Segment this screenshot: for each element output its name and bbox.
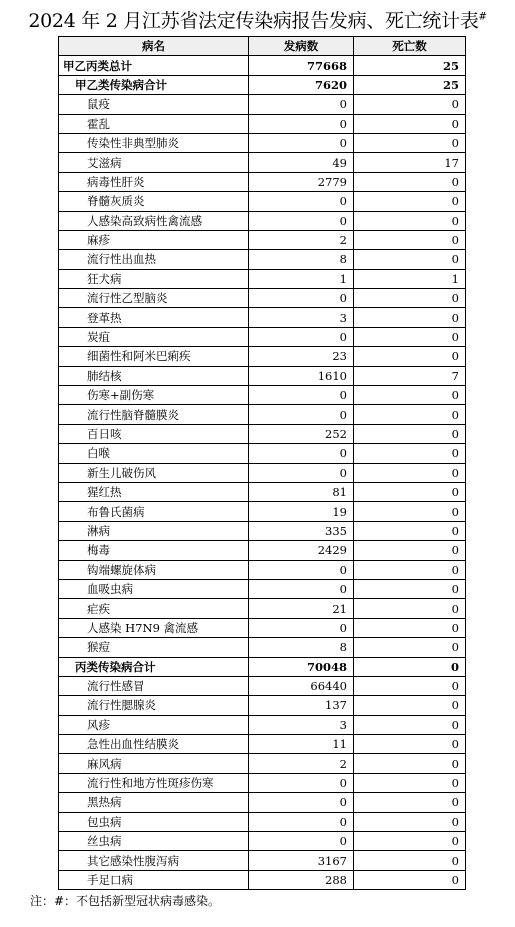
table-row: [59, 95, 466, 114]
table-body: [59, 56, 466, 890]
disease-name-cell: 丙类传染病合计: [59, 657, 249, 676]
deaths-cell: 0: [354, 618, 466, 637]
table-row: [59, 657, 466, 676]
disease-name-cell: 流行性出血热: [59, 250, 249, 269]
disease-name-cell: 疟疾: [59, 599, 249, 618]
cases-cell: 0: [249, 618, 354, 637]
table-row: [59, 366, 466, 385]
cases-cell: 1: [249, 269, 354, 288]
cases-cell: 8: [249, 250, 354, 269]
cases-cell: 49: [249, 153, 354, 172]
cases-cell: 0: [249, 560, 354, 579]
table-row: [59, 676, 466, 695]
cases-cell: 3: [249, 715, 354, 734]
cases-cell: 0: [249, 832, 354, 851]
table-row: [59, 56, 466, 75]
cases-cell: 0: [249, 327, 354, 346]
table-row: [59, 618, 466, 637]
cases-cell: 11: [249, 735, 354, 754]
table-row: [59, 172, 466, 191]
disease-name-cell: 病毒性肝炎: [59, 172, 249, 191]
disease-name-cell: 黑热病: [59, 793, 249, 812]
deaths-cell: 0: [354, 812, 466, 831]
table-row: [59, 773, 466, 792]
title-footnote-mark: #: [478, 11, 487, 23]
deaths-cell: 0: [354, 676, 466, 695]
deaths-cell: 7: [354, 366, 466, 385]
cases-cell: 2779: [249, 172, 354, 191]
table-row: [59, 754, 466, 773]
disease-name-cell: 人感染 H7N9 禽流感: [59, 618, 249, 637]
table-row: [59, 308, 466, 327]
table-row: [59, 347, 466, 366]
table-row: [59, 114, 466, 133]
header-deaths: 死亡数: [354, 37, 466, 56]
deaths-cell: 0: [354, 463, 466, 482]
table-row: [59, 327, 466, 346]
cases-cell: 0: [249, 289, 354, 308]
disease-name-cell: 猩红热: [59, 482, 249, 501]
disease-name-cell: 流行性乙型脑炎: [59, 289, 249, 308]
deaths-cell: 0: [354, 405, 466, 424]
deaths-cell: 0: [354, 560, 466, 579]
cases-cell: 0: [249, 211, 354, 230]
disease-name-cell: 布鲁氏菌病: [59, 502, 249, 521]
disease-name-cell: 细菌性和阿米巴痢疾: [59, 347, 249, 366]
table-row: [59, 250, 466, 269]
deaths-cell: 0: [354, 327, 466, 346]
deaths-cell: 0: [354, 773, 466, 792]
deaths-cell: 25: [354, 75, 466, 94]
table-row: [59, 599, 466, 618]
deaths-cell: 0: [354, 133, 466, 152]
table-row: [59, 502, 466, 521]
disease-name-cell: 流行性腮腺炎: [59, 696, 249, 715]
deaths-cell: 0: [354, 754, 466, 773]
disease-name-cell: 钩端螺旋体病: [59, 560, 249, 579]
disease-name-cell: 新生儿破伤风: [59, 463, 249, 482]
deaths-cell: 0: [354, 444, 466, 463]
cases-cell: 2: [249, 230, 354, 249]
cases-cell: 137: [249, 696, 354, 715]
cases-cell: 0: [249, 95, 354, 114]
header-disease-name: 病名: [59, 37, 249, 56]
disease-name-cell: 霍乱: [59, 114, 249, 133]
table-row: [59, 230, 466, 249]
deaths-cell: 0: [354, 289, 466, 308]
table-row: [59, 482, 466, 501]
table-row: [59, 715, 466, 734]
table-row: [59, 638, 466, 657]
deaths-cell: 0: [354, 386, 466, 405]
disease-name-cell: 伤寒+副伤寒: [59, 386, 249, 405]
table-row: [59, 793, 466, 812]
cases-cell: 0: [249, 579, 354, 598]
cases-cell: 0: [249, 114, 354, 133]
table-row: [59, 133, 466, 152]
cases-cell: 8: [249, 638, 354, 657]
cases-cell: 2: [249, 754, 354, 773]
table-row: [59, 192, 466, 211]
table-row: [59, 851, 466, 870]
deaths-cell: 0: [354, 482, 466, 501]
cases-cell: 0: [249, 812, 354, 831]
deaths-cell: 0: [354, 424, 466, 443]
deaths-cell: 0: [354, 308, 466, 327]
table-row: [59, 211, 466, 230]
footnote: 注：#：不包括新型冠状病毒感染。: [30, 894, 221, 908]
deaths-cell: 0: [354, 715, 466, 734]
disease-name-cell: 狂犬病: [59, 269, 249, 288]
table-row: [59, 153, 466, 172]
header-cases: 发病数: [249, 37, 354, 56]
cases-cell: 0: [249, 444, 354, 463]
deaths-cell: 0: [354, 870, 466, 889]
table-row: [59, 521, 466, 540]
cases-cell: 0: [249, 793, 354, 812]
cases-cell: 66440: [249, 676, 354, 695]
cases-cell: 288: [249, 870, 354, 889]
disease-name-cell: 流行性感冒: [59, 676, 249, 695]
cases-cell: 0: [249, 773, 354, 792]
disease-name-cell: 麻风病: [59, 754, 249, 773]
disease-name-cell: 麻疹: [59, 230, 249, 249]
cases-cell: 0: [249, 386, 354, 405]
table-row: [59, 812, 466, 831]
disease-name-cell: 甲乙丙类总计: [59, 56, 249, 75]
deaths-cell: 0: [354, 347, 466, 366]
table-row: [59, 405, 466, 424]
disease-name-cell: 甲乙类传染病合计: [59, 75, 249, 94]
cases-cell: 252: [249, 424, 354, 443]
cases-cell: 335: [249, 521, 354, 540]
disease-name-cell: 血吸虫病: [59, 579, 249, 598]
cases-cell: 23: [249, 347, 354, 366]
cases-cell: 1610: [249, 366, 354, 385]
cases-cell: 2429: [249, 541, 354, 560]
disease-name-cell: 淋病: [59, 521, 249, 540]
deaths-cell: 0: [354, 735, 466, 754]
deaths-cell: 0: [354, 192, 466, 211]
disease-name-cell: 登革热: [59, 308, 249, 327]
disease-name-cell: 鼠疫: [59, 95, 249, 114]
disease-name-cell: 流行性和地方性斑疹伤寒: [59, 773, 249, 792]
deaths-cell: 0: [354, 793, 466, 812]
cases-cell: 7620: [249, 75, 354, 94]
table-row: [59, 463, 466, 482]
table-row: [59, 269, 466, 288]
disease-name-cell: 猴痘: [59, 638, 249, 657]
deaths-cell: 0: [354, 657, 466, 676]
disease-name-cell: 梅毒: [59, 541, 249, 560]
cases-cell: 0: [249, 405, 354, 424]
table-row: [59, 560, 466, 579]
cases-cell: 0: [249, 463, 354, 482]
deaths-cell: 0: [354, 638, 466, 657]
disease-name-cell: 流行性脑脊髓膜炎: [59, 405, 249, 424]
deaths-cell: 0: [354, 599, 466, 618]
table-row: [59, 424, 466, 443]
disease-name-cell: 包虫病: [59, 812, 249, 831]
table-row: [59, 579, 466, 598]
statistics-table: [58, 36, 466, 890]
deaths-cell: 0: [354, 211, 466, 230]
table-row: [59, 75, 466, 94]
table-row: [59, 870, 466, 889]
deaths-cell: 0: [354, 521, 466, 540]
cases-cell: 21: [249, 599, 354, 618]
deaths-cell: 0: [354, 250, 466, 269]
deaths-cell: 0: [354, 696, 466, 715]
cases-cell: 70048: [249, 657, 354, 676]
deaths-cell: 0: [354, 95, 466, 114]
cases-cell: 0: [249, 133, 354, 152]
disease-name-cell: 炭疽: [59, 327, 249, 346]
disease-name-cell: 手足口病: [59, 870, 249, 889]
deaths-cell: 0: [354, 502, 466, 521]
disease-name-cell: 丝虫病: [59, 832, 249, 851]
deaths-cell: 0: [354, 114, 466, 133]
page-title: [0, 6, 515, 33]
deaths-cell: 0: [354, 172, 466, 191]
table-row: [59, 386, 466, 405]
cases-cell: 77668: [249, 56, 354, 75]
deaths-cell: 0: [354, 579, 466, 598]
cases-cell: 81: [249, 482, 354, 501]
cases-cell: 3: [249, 308, 354, 327]
table-row: [59, 541, 466, 560]
disease-name-cell: 人感染高致病性禽流感: [59, 211, 249, 230]
table-row: [59, 289, 466, 308]
cases-cell: 3167: [249, 851, 354, 870]
disease-name-cell: 百日咳: [59, 424, 249, 443]
deaths-cell: 0: [354, 541, 466, 560]
deaths-cell: 1: [354, 269, 466, 288]
table-row: [59, 832, 466, 851]
disease-name-cell: 肺结核: [59, 366, 249, 385]
disease-name-cell: 脊髓灰质炎: [59, 192, 249, 211]
disease-name-cell: 急性出血性结膜炎: [59, 735, 249, 754]
deaths-cell: 0: [354, 230, 466, 249]
cases-cell: 0: [249, 192, 354, 211]
table-row: [59, 444, 466, 463]
cases-cell: 19: [249, 502, 354, 521]
disease-name-cell: 其它感染性腹泻病: [59, 851, 249, 870]
table-row: [59, 735, 466, 754]
table-row: [59, 696, 466, 715]
deaths-cell: 0: [354, 851, 466, 870]
disease-name-cell: 传染性非典型肺炎: [59, 133, 249, 152]
deaths-cell: 17: [354, 153, 466, 172]
disease-name-cell: 风疹: [59, 715, 249, 734]
disease-name-cell: 艾滋病: [59, 153, 249, 172]
table-header-row: [59, 37, 466, 56]
title-text: 2024 年 2 月江苏省法定传染病报告发病、死亡统计表: [28, 10, 479, 32]
deaths-cell: 0: [354, 832, 466, 851]
disease-name-cell: 白喉: [59, 444, 249, 463]
deaths-cell: 25: [354, 56, 466, 75]
